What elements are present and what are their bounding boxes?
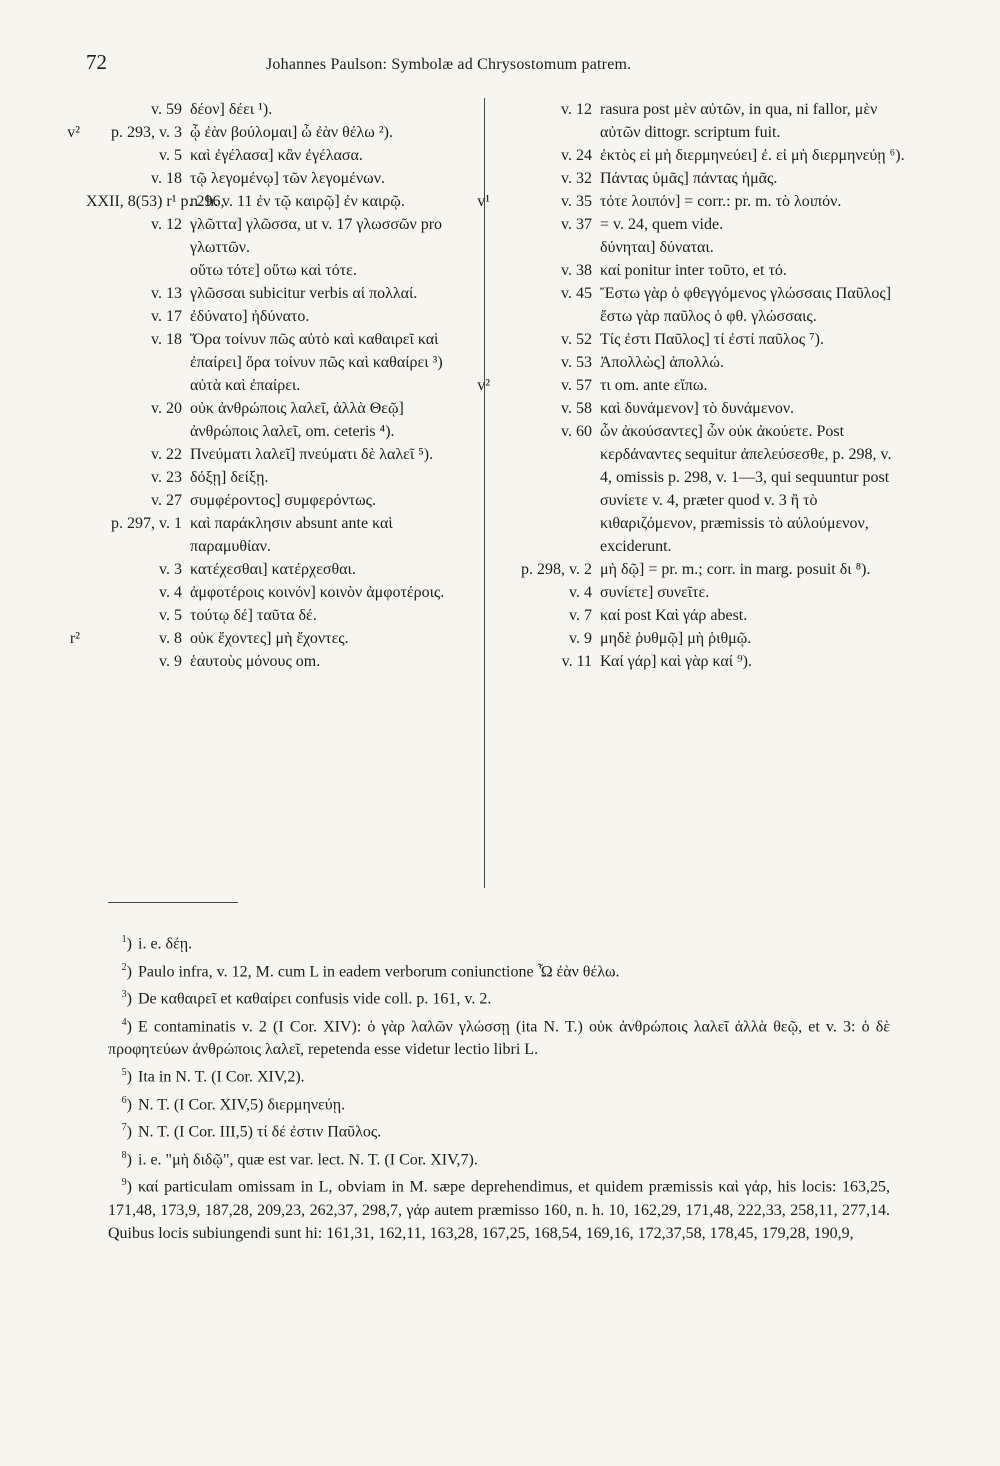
footnote <box>108 1116 890 1144</box>
entry-text: καὶ ἐγέλασα] κἂν ἐγέλασα. <box>190 147 363 164</box>
apparatus-entry <box>86 443 476 466</box>
apparatus-entry <box>86 650 476 673</box>
entry-text: συμφέροντος] συμφερόντως. <box>190 492 376 509</box>
apparatus-entry <box>86 328 476 397</box>
entry-text: n. h. v. 11 ἐν τῷ καιρῷ] ἐν καιρῷ. <box>190 193 405 210</box>
entry-text: γλῶττα] γλῶσσα, ut v. 17 γλωσσῶν pro γλωττῶν. <box>190 216 443 256</box>
entry-text: Ἀπολλὼς] ἀπολλώ. <box>600 354 724 371</box>
footnote-number: 2 <box>121 961 127 973</box>
entry-reference: v. 60 <box>561 423 592 440</box>
footnote <box>108 956 890 984</box>
entry-text: δόξῃ] δείξῃ. <box>190 469 269 486</box>
footnote-marker <box>108 983 132 1011</box>
footnote-text: N. T. (I Cor. XIV,5) διερμηνεύῃ. <box>138 1096 346 1114</box>
footnote <box>108 1011 890 1062</box>
footnote-text: καί particulam omissam in L, obviam in M. sæpe deprehendimus, et quidem præmissis καὶ γάρ, his locis: 163,25, 171,48, 173,9, 187,28, 209,23, 262,37, 298,7, γάρ autem præmisso 160, n. h. 10, 162,29, 171,48, 222,33, 258,11, 277,14. Quibus locis subiungendi sunt hi: 161,31, 162,11, 163,28, 167,25, 168,54, 169,16, 172,37,58, 178,45, 179,28, 190,9, <box>108 1178 891 1243</box>
apparatus-entry <box>69 627 476 650</box>
entry-text: Καί γάρ] καὶ γὰρ καί ⁹). <box>600 653 752 670</box>
footnote-marker <box>108 1011 132 1039</box>
entry-reference: v. 9 <box>569 630 592 647</box>
apparatus-entry <box>86 190 476 213</box>
entry-reference: v. 11 <box>561 653 592 670</box>
footnote-paren: ) <box>126 1151 132 1169</box>
footnote-paren: ) <box>126 1068 132 1086</box>
entry-text: τι om. ante εἴπω. <box>600 377 708 394</box>
apparatus-entry <box>86 489 476 512</box>
footnote <box>108 1089 890 1117</box>
entry-text: οὐκ ἔχοντες] μὴ ἔχοντες. <box>190 630 349 647</box>
footnote-paren: ) <box>126 990 132 1008</box>
entry-reference: XXII, 8(53) r¹ p. 296, <box>86 193 225 210</box>
entry-reference: p. 293, v. 3 <box>111 124 182 141</box>
entry-reference: v. 4 <box>569 584 592 601</box>
entry-reference: v. 35 <box>561 193 592 210</box>
entry-reference: v. 12 <box>561 101 592 118</box>
margin-siglum: v¹ <box>477 193 490 210</box>
entry-text: Τίς ἐστι Παῦλος] τί ἐστί παῦλος ⁷). <box>600 331 824 348</box>
entry-text: Ὅρα τοίνυν πῶς αὐτὸ καὶ καθαιρεῖ καὶ ἐπαίρει] ὅρα τοίνυν πῶς καὶ καθαίρει ³) αὐτὰ καὶ ἐπαίρει. <box>190 331 443 394</box>
footnote-paren: ) <box>126 1096 132 1114</box>
entry-reference: v. 32 <box>561 170 592 187</box>
entry-text: τούτῳ δέ] ταῦτα δέ. <box>190 607 317 624</box>
apparatus-entry <box>496 236 906 259</box>
apparatus-entry <box>496 259 906 282</box>
entry-reference: v. 18 <box>151 170 182 187</box>
footnote-paren: ) <box>126 1178 132 1196</box>
entry-reference: p. 297, v. 1 <box>111 515 182 532</box>
footnote-marker <box>108 1144 132 1172</box>
entry-reference: v. 59 <box>151 101 182 118</box>
footnote <box>108 1061 890 1089</box>
footnote-paren: ) <box>126 1123 132 1141</box>
entry-reference: v. 3 <box>159 561 182 578</box>
footnote-marker <box>108 1089 132 1117</box>
entry-text: ᾧ ἐὰν βούλομαι] ὦ ἐὰν θέλω ²). <box>190 124 393 141</box>
entry-reference: v. 9 <box>159 653 182 670</box>
margin-siglum: r² <box>69 630 80 647</box>
footnote-number: 3 <box>121 989 127 1001</box>
apparatus-entry <box>496 397 906 420</box>
entry-text: καὶ παράκλησιν absunt ante καὶ παραμυθίαν. <box>190 515 393 555</box>
apparatus-entry <box>86 466 476 489</box>
entry-reference: v. 53 <box>561 354 592 371</box>
entry-reference: v. 23 <box>151 469 182 486</box>
footnote <box>108 1171 890 1245</box>
entry-reference: v. 13 <box>151 285 182 302</box>
footnote-number: 4 <box>121 1016 127 1028</box>
entry-text: δύνηται] δύναται. <box>600 239 714 256</box>
footnote-paren: ) <box>126 935 132 953</box>
footnote <box>108 983 890 1011</box>
footnote-number: 6 <box>121 1094 127 1106</box>
entry-reference: v. 37 <box>561 216 592 233</box>
footnote-number: 8 <box>121 1149 127 1161</box>
entry-reference: v. 7 <box>569 607 592 624</box>
footnote-number: 9 <box>121 1177 127 1189</box>
apparatus-entry <box>496 98 906 144</box>
entry-reference: v. 5 <box>159 147 182 164</box>
footnote-marker <box>108 956 132 984</box>
entry-text: Πάντας ὑμᾶς] πάντας ἡμᾶς. <box>600 170 778 187</box>
footnote <box>108 928 890 956</box>
apparatus-entry <box>477 374 906 397</box>
entry-reference: v. 12 <box>151 216 182 233</box>
right-column <box>477 98 906 673</box>
footnote-number: 5 <box>121 1067 127 1079</box>
footnote-rule <box>108 902 238 903</box>
entry-reference: v. 18 <box>151 331 182 348</box>
entry-reference: v. 5 <box>159 607 182 624</box>
entry-text: ὧν ἀκούσαντες] ὧν οὐκ ἀκούετε. Post κερδάναντες sequitur ἀπελεύσεσθε, p. 298, v. 4, omissis p. 298, v. 1—3, qui sequuntur post συνίετε v. 4, præter quod v. 3 ἢ τὸ κιθαριζόμενον, præmissis τὸ αὐλούμενον, exciderunt. <box>600 423 892 555</box>
apparatus-entry <box>86 305 476 328</box>
apparatus-entry <box>496 144 906 167</box>
entry-text: συνίετε] συνεῖτε. <box>600 584 710 601</box>
entry-text: ἐδύνατο] ἠδύνατο. <box>190 308 310 325</box>
apparatus-entry <box>496 420 906 558</box>
entry-reference: p. 298, v. 2 <box>521 561 592 578</box>
entry-reference: v. 57 <box>561 377 592 394</box>
footnote-text: i. e. δέῃ. <box>138 935 193 953</box>
entry-text: οὐκ ἀνθρώποις λαλεῖ, ἀλλὰ Θεῷ] ἀνθρώποις λαλεῖ, om. ceteris ⁴). <box>190 400 404 440</box>
entry-reference: v. 45 <box>561 285 592 302</box>
apparatus-entry <box>496 650 906 673</box>
entry-text: δέον] δέει ¹). <box>190 101 273 118</box>
entry-text: καὶ δυνάμενον] τὸ δυνάμενον. <box>600 400 795 417</box>
apparatus-entry <box>496 627 906 650</box>
page-number: 72 <box>86 50 107 74</box>
apparatus-entry <box>496 328 906 351</box>
apparatus-entry <box>86 213 476 259</box>
entry-text: τῷ λεγομένῳ] τῶν λεγομένων. <box>190 170 385 187</box>
entry-text: rasura post μὲν αὐτῶν, in qua, ni fallor, μὲν αὐτῶν dittogr. scriptum fuit. <box>600 101 878 141</box>
apparatus-entry <box>86 98 476 121</box>
apparatus-entry <box>496 167 906 190</box>
apparatus-entry <box>86 167 476 190</box>
entry-text: μὴ δῷ] = pr. m.; corr. in marg. posuit δι ⁸). <box>600 561 871 578</box>
footnote-text: E contaminatis v. 2 (I Cor. XIV): ὁ γὰρ λαλῶν γλώσσῃ (ita N. T.) οὐκ ἀνθρώποις λαλεῖ ἀλλὰ θεῷ, et v. 3: ὁ δὲ προφητεύων ἀνθρώποις λαλεῖ, repetenda esse videtur lectio libri L. <box>108 1017 890 1059</box>
column-divider <box>484 98 485 888</box>
entry-text: = v. 24, quem vide. <box>600 216 724 233</box>
page-header <box>86 50 910 80</box>
apparatus-entry <box>86 581 476 604</box>
footnote-paren: ) <box>126 1017 132 1035</box>
entry-reference: v. 52 <box>561 331 592 348</box>
footnote-marker <box>108 1171 132 1199</box>
entry-reference: v. 58 <box>561 400 592 417</box>
footnote <box>108 1144 890 1172</box>
footnote-number: 7 <box>121 1122 127 1134</box>
entry-reference: v. 8 <box>159 630 182 647</box>
footnote-number: 1 <box>121 934 127 945</box>
apparatus-entry <box>86 512 476 558</box>
entry-text: καί post Καὶ γάρ abest. <box>600 607 748 624</box>
footnote-text: N. T. (I Cor. III,5) τί δέ ἐστιν Παῦλος. <box>138 1123 382 1141</box>
entry-text: τότε λοιπόν] = corr.: pr. m. τὸ λοιπόν. <box>600 193 842 210</box>
apparatus-entry <box>67 121 476 144</box>
entry-text: Πνεύματι λαλεῖ] πνεύματι δὲ λαλεῖ ⁵). <box>190 446 434 463</box>
entry-reference: v. 22 <box>151 446 182 463</box>
apparatus-entry <box>86 144 476 167</box>
footnote-paren: ) <box>126 962 132 980</box>
left-column <box>67 98 476 673</box>
entry-reference: v. 20 <box>151 400 182 417</box>
footnote-marker <box>108 1116 132 1144</box>
margin-siglum: v² <box>67 124 80 141</box>
footnote-text: Ita in N. T. (I Cor. XIV,2). <box>138 1068 305 1086</box>
apparatus-entry <box>496 581 906 604</box>
entry-text: ἀμφοτέροις κοινόν] κοινὸν ἀμφοτέροις. <box>190 584 445 601</box>
entry-text: μηδὲ ῥυθμῷ] μὴ ῥιθμῷ. <box>600 630 752 647</box>
apparatus-entry <box>86 397 476 443</box>
running-title: Johannes Paulson: Symbolæ ad Chrysostomum patrem. <box>266 56 632 73</box>
entry-text: καί ponitur inter τοῦτο, et τό. <box>600 262 787 279</box>
apparatus-entry <box>496 213 906 236</box>
footnote-marker <box>108 1061 132 1089</box>
entry-reference: v. 38 <box>561 262 592 279</box>
footnote-text: Paulo infra, v. 12, M. cum L in eadem verborum coniunctione Ὦ ἐὰν θέλω. <box>138 962 620 980</box>
margin-siglum: v² <box>477 377 490 394</box>
footnote-marker <box>108 928 132 956</box>
apparatus-entry <box>496 558 906 581</box>
footnotes <box>108 928 890 1245</box>
apparatus-entry <box>86 259 476 282</box>
apparatus-entry <box>86 282 476 305</box>
apparatus-entry <box>496 282 906 328</box>
entry-text: ἑαυτοὺς μόνους om. <box>190 653 321 670</box>
apparatus-entry <box>496 351 906 374</box>
apparatus-entry <box>496 604 906 627</box>
entry-text: κατέχεσθαι] κατέρχεσθαι. <box>190 561 356 578</box>
entry-text: οὕτω τότε] οὕτω καὶ τότε. <box>190 262 357 279</box>
entry-reference: v. 27 <box>151 492 182 509</box>
entry-text: γλῶσσαι subicitur verbis αἱ πολλαί. <box>190 285 418 302</box>
entry-reference: v. 17 <box>151 308 182 325</box>
entry-reference: v. 24 <box>561 147 592 164</box>
footnote-text: i. e. "μὴ διδῷ", quæ est var. lect. N. T. (I Cor. XIV,7). <box>138 1151 478 1169</box>
entry-text: Ἔστω γὰρ ὁ φθεγγόμενος γλώσσαις Παῦλος] ἔστω γὰρ παῦλος ὁ φθ. γλώσσαις. <box>600 285 892 325</box>
apparatus-entry <box>477 190 906 213</box>
entry-reference: v. 4 <box>159 584 182 601</box>
entry-text: ἐκτὸς εἰ μὴ διερμηνεύει] ἐ. εἰ μὴ διερμηνεύῃ ⁶). <box>600 147 905 164</box>
apparatus-entry <box>86 604 476 627</box>
footnote-text: De καθαιρεῖ et καθαίρει confusis vide coll. p. 161, v. 2. <box>138 990 492 1008</box>
apparatus-entry <box>86 558 476 581</box>
